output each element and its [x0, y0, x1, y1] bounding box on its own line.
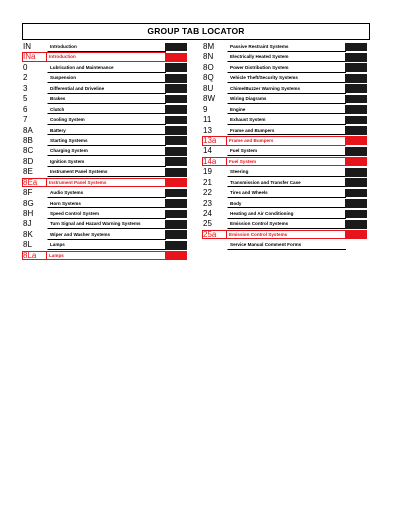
tab-marker[interactable] — [165, 199, 187, 208]
group-code: 22 — [203, 188, 212, 198]
tab-marker[interactable] — [345, 63, 367, 72]
group-title-link[interactable]: Fuel System — [227, 146, 346, 156]
group-code: 19 — [203, 167, 212, 177]
group-code: 24 — [203, 209, 212, 218]
tab-marker[interactable] — [165, 126, 187, 135]
group-tab-row[interactable] — [22, 167, 188, 177]
tab-marker[interactable] — [345, 189, 367, 198]
group-tab-row[interactable] — [202, 73, 368, 83]
group-title-link[interactable]: Engine — [227, 105, 346, 115]
group-code: 8C — [23, 146, 34, 156]
group-title-link[interactable]: Exhaust System — [227, 115, 346, 125]
tab-marker[interactable] — [165, 220, 187, 229]
group-tab-row[interactable] — [22, 188, 188, 198]
group-tab-row[interactable] — [202, 84, 368, 94]
group-code: 2 — [23, 73, 28, 83]
tab-marker[interactable] — [165, 251, 187, 260]
group-title-link[interactable]: Starting Systems — [47, 136, 166, 146]
group-tab-row[interactable] — [202, 146, 368, 156]
group-code: IN — [23, 42, 31, 51]
tab-marker[interactable] — [345, 74, 367, 83]
group-tab-row[interactable] — [202, 188, 368, 198]
tab-marker[interactable] — [165, 157, 187, 166]
group-title-link[interactable]: Heating and Air Conditioning — [227, 209, 346, 219]
group-code: 8E — [23, 167, 33, 177]
tab-marker[interactable] — [165, 210, 187, 219]
group-title-link[interactable]: Introduction — [47, 42, 166, 52]
group-tab-row[interactable] — [202, 63, 368, 73]
tab-marker[interactable] — [345, 199, 367, 208]
group-title-link[interactable]: Fuel System — [226, 157, 346, 167]
tab-marker[interactable] — [165, 178, 187, 187]
group-title-link[interactable]: Instrument Panel Systems — [46, 178, 166, 188]
group-title-link[interactable]: Horn Systems — [47, 199, 166, 209]
group-tab-row[interactable] — [202, 126, 368, 136]
group-tab-row[interactable] — [202, 105, 368, 115]
group-tab-row[interactable] — [22, 209, 188, 219]
group-title-link[interactable]: Steering — [227, 167, 346, 177]
group-code: 9 — [203, 104, 208, 114]
tab-marker[interactable] — [165, 105, 187, 114]
group-title-link[interactable]: Emission Control Systems — [227, 219, 346, 229]
group-code: 8Q — [203, 73, 214, 83]
tab-marker[interactable] — [165, 74, 187, 83]
group-code: 8A — [23, 125, 33, 135]
tab-marker[interactable] — [165, 116, 187, 125]
group-tab-row[interactable] — [22, 157, 188, 167]
group-code: 8N — [203, 52, 214, 62]
group-code: 5 — [23, 94, 28, 104]
group-code: 8G — [23, 198, 34, 208]
group-tab-row[interactable] — [22, 42, 188, 52]
tab-marker[interactable] — [345, 95, 367, 104]
group-code: 8La — [22, 251, 47, 261]
group-code: 21 — [203, 177, 212, 187]
group-title-link[interactable]: Service Manual Comment Forms — [227, 240, 346, 250]
group-title-link[interactable]: Charging System — [47, 146, 166, 156]
group-title-link[interactable]: Frame and Bumpers — [226, 136, 346, 146]
group-title-link[interactable]: Passive Restraint Systems — [227, 42, 346, 52]
group-code: 23 — [203, 198, 212, 208]
group-title-link[interactable]: Instrument Panel Systems — [47, 167, 166, 177]
group-code: 8D — [23, 156, 34, 166]
group-tab-row[interactable] — [22, 84, 188, 94]
group-title-link[interactable]: Emission Control Systems — [226, 230, 346, 240]
group-title-link[interactable]: Brakes — [47, 94, 166, 104]
group-tab-row[interactable] — [202, 199, 368, 209]
group-tab-row[interactable] — [22, 136, 188, 146]
tab-marker[interactable] — [345, 53, 367, 62]
group-title-link[interactable]: Wiring Diagrams — [227, 94, 346, 104]
group-code: 3 — [23, 83, 28, 93]
group-code: 0 — [23, 62, 28, 72]
tab-marker[interactable] — [345, 43, 367, 52]
group-tab-row[interactable] — [22, 240, 188, 250]
tab-marker[interactable] — [165, 136, 187, 145]
tab-list-right — [202, 42, 368, 251]
group-tab-row[interactable] — [22, 230, 188, 240]
group-title-link[interactable]: Lamps — [46, 251, 166, 261]
group-tab-row[interactable] — [202, 209, 368, 219]
tab-marker[interactable] — [165, 63, 187, 72]
tab-marker[interactable] — [345, 105, 367, 114]
tab-marker[interactable] — [345, 230, 367, 239]
group-code — [203, 240, 227, 250]
tab-list-left — [22, 42, 188, 261]
tab-marker[interactable] — [165, 241, 187, 250]
tab-marker[interactable] — [165, 53, 187, 62]
group-code: 8M — [203, 42, 215, 51]
group-tab-row[interactable] — [22, 52, 188, 62]
group-title-link[interactable]: Ignition System — [47, 157, 166, 167]
group-title-link[interactable]: Introduction — [46, 52, 166, 62]
tab-marker[interactable] — [345, 84, 367, 93]
tab-marker[interactable] — [345, 126, 367, 135]
tab-marker[interactable] — [165, 168, 187, 177]
group-code: 14a — [202, 157, 227, 167]
group-code: 8W — [203, 94, 215, 104]
group-title-link[interactable]: Speed Control System — [47, 209, 166, 219]
group-title-link[interactable]: Lamps — [47, 240, 166, 250]
group-code: 13a — [202, 136, 227, 146]
tab-marker[interactable] — [165, 189, 187, 198]
group-code: 25 — [203, 219, 212, 229]
group-tab-row[interactable] — [202, 42, 368, 52]
group-tab-row[interactable] — [202, 94, 368, 104]
group-tab-row[interactable] — [22, 63, 188, 73]
group-tab-row[interactable] — [202, 240, 368, 250]
group-tab-row[interactable] — [22, 146, 188, 156]
group-tab-row[interactable] — [22, 73, 188, 83]
group-title-link[interactable]: Vehicle Theft/Security Systems — [227, 73, 346, 83]
tab-marker[interactable] — [165, 147, 187, 156]
tab-marker[interactable] — [165, 95, 187, 104]
tab-marker[interactable] — [345, 147, 367, 156]
group-code: 11 — [203, 115, 212, 125]
group-title-link[interactable]: Tires and Wheels — [227, 188, 346, 198]
group-title-link[interactable]: Audio Systems — [47, 188, 166, 198]
group-tab-row[interactable] — [22, 199, 188, 209]
group-tab-row[interactable] — [202, 219, 368, 229]
group-title-link[interactable]: Power Distribution System — [227, 63, 346, 73]
tab-marker[interactable] — [345, 116, 367, 125]
group-code: 8F — [23, 188, 33, 198]
group-tab-row[interactable] — [22, 219, 188, 229]
group-tab-row[interactable] — [202, 157, 368, 167]
group-tab-row[interactable] — [202, 167, 368, 177]
group-tab-row[interactable] — [22, 251, 188, 261]
page-title: GROUP TAB LOCATOR — [22, 23, 370, 40]
group-tab-row[interactable] — [202, 136, 368, 146]
tab-marker[interactable] — [165, 43, 187, 52]
group-code: 13 — [203, 125, 212, 135]
group-title-link[interactable]: Cooling System — [47, 115, 166, 125]
group-title-link[interactable]: Chime/Buzzer Warning Systems — [227, 84, 346, 94]
group-code: 6 — [23, 104, 28, 114]
group-title-link[interactable]: Differential and Driveline — [47, 84, 166, 94]
group-tab-row[interactable] — [202, 115, 368, 125]
group-title-link[interactable]: Suspension — [47, 73, 166, 83]
tab-marker[interactable] — [165, 84, 187, 93]
tab-marker[interactable] — [345, 136, 367, 145]
group-title-link[interactable]: Turn Signal and Hazard Warning Systems — [47, 219, 166, 229]
group-code: 8H — [23, 209, 34, 218]
group-title-link[interactable]: Electrically Heated System — [227, 52, 346, 62]
group-code: 8K — [23, 229, 33, 239]
group-tab-row[interactable] — [202, 52, 368, 62]
group-title-link[interactable]: Lubrication and Maintenance — [47, 63, 166, 73]
group-title-link[interactable]: Clutch — [47, 105, 166, 115]
group-title-link[interactable]: Transmission and Transfer Case — [227, 178, 346, 188]
group-tab-row[interactable] — [22, 105, 188, 115]
tab-marker[interactable] — [345, 178, 367, 187]
group-title-link[interactable]: Wiper and Washer Systems — [47, 230, 166, 240]
tab-marker[interactable] — [345, 168, 367, 177]
group-title-link[interactable]: Frame and Bumpers — [227, 126, 346, 136]
group-code: INa — [22, 52, 47, 62]
group-code: 8U — [203, 83, 214, 93]
group-tab-row[interactable] — [202, 230, 368, 240]
group-tab-row[interactable] — [22, 115, 188, 125]
group-code: 8J — [23, 219, 32, 229]
group-tab-row[interactable] — [202, 178, 368, 188]
group-title-link[interactable]: Battery — [47, 126, 166, 136]
tab-marker[interactable] — [165, 230, 187, 239]
group-code: 8O — [203, 62, 214, 72]
group-tab-row[interactable] — [22, 94, 188, 104]
group-code: 7 — [23, 115, 28, 125]
tab-marker[interactable] — [345, 220, 367, 229]
tab-marker[interactable] — [345, 157, 367, 166]
group-tab-row[interactable] — [22, 126, 188, 136]
group-code: 14 — [203, 146, 212, 156]
group-title-link[interactable]: Body — [227, 199, 346, 209]
group-code: 8B — [23, 135, 33, 145]
group-code: 8Ea — [22, 178, 47, 188]
tab-marker[interactable] — [345, 210, 367, 219]
group-code: 8L — [23, 240, 32, 250]
group-tab-row[interactable] — [22, 178, 188, 188]
group-code: 25a — [202, 230, 227, 240]
